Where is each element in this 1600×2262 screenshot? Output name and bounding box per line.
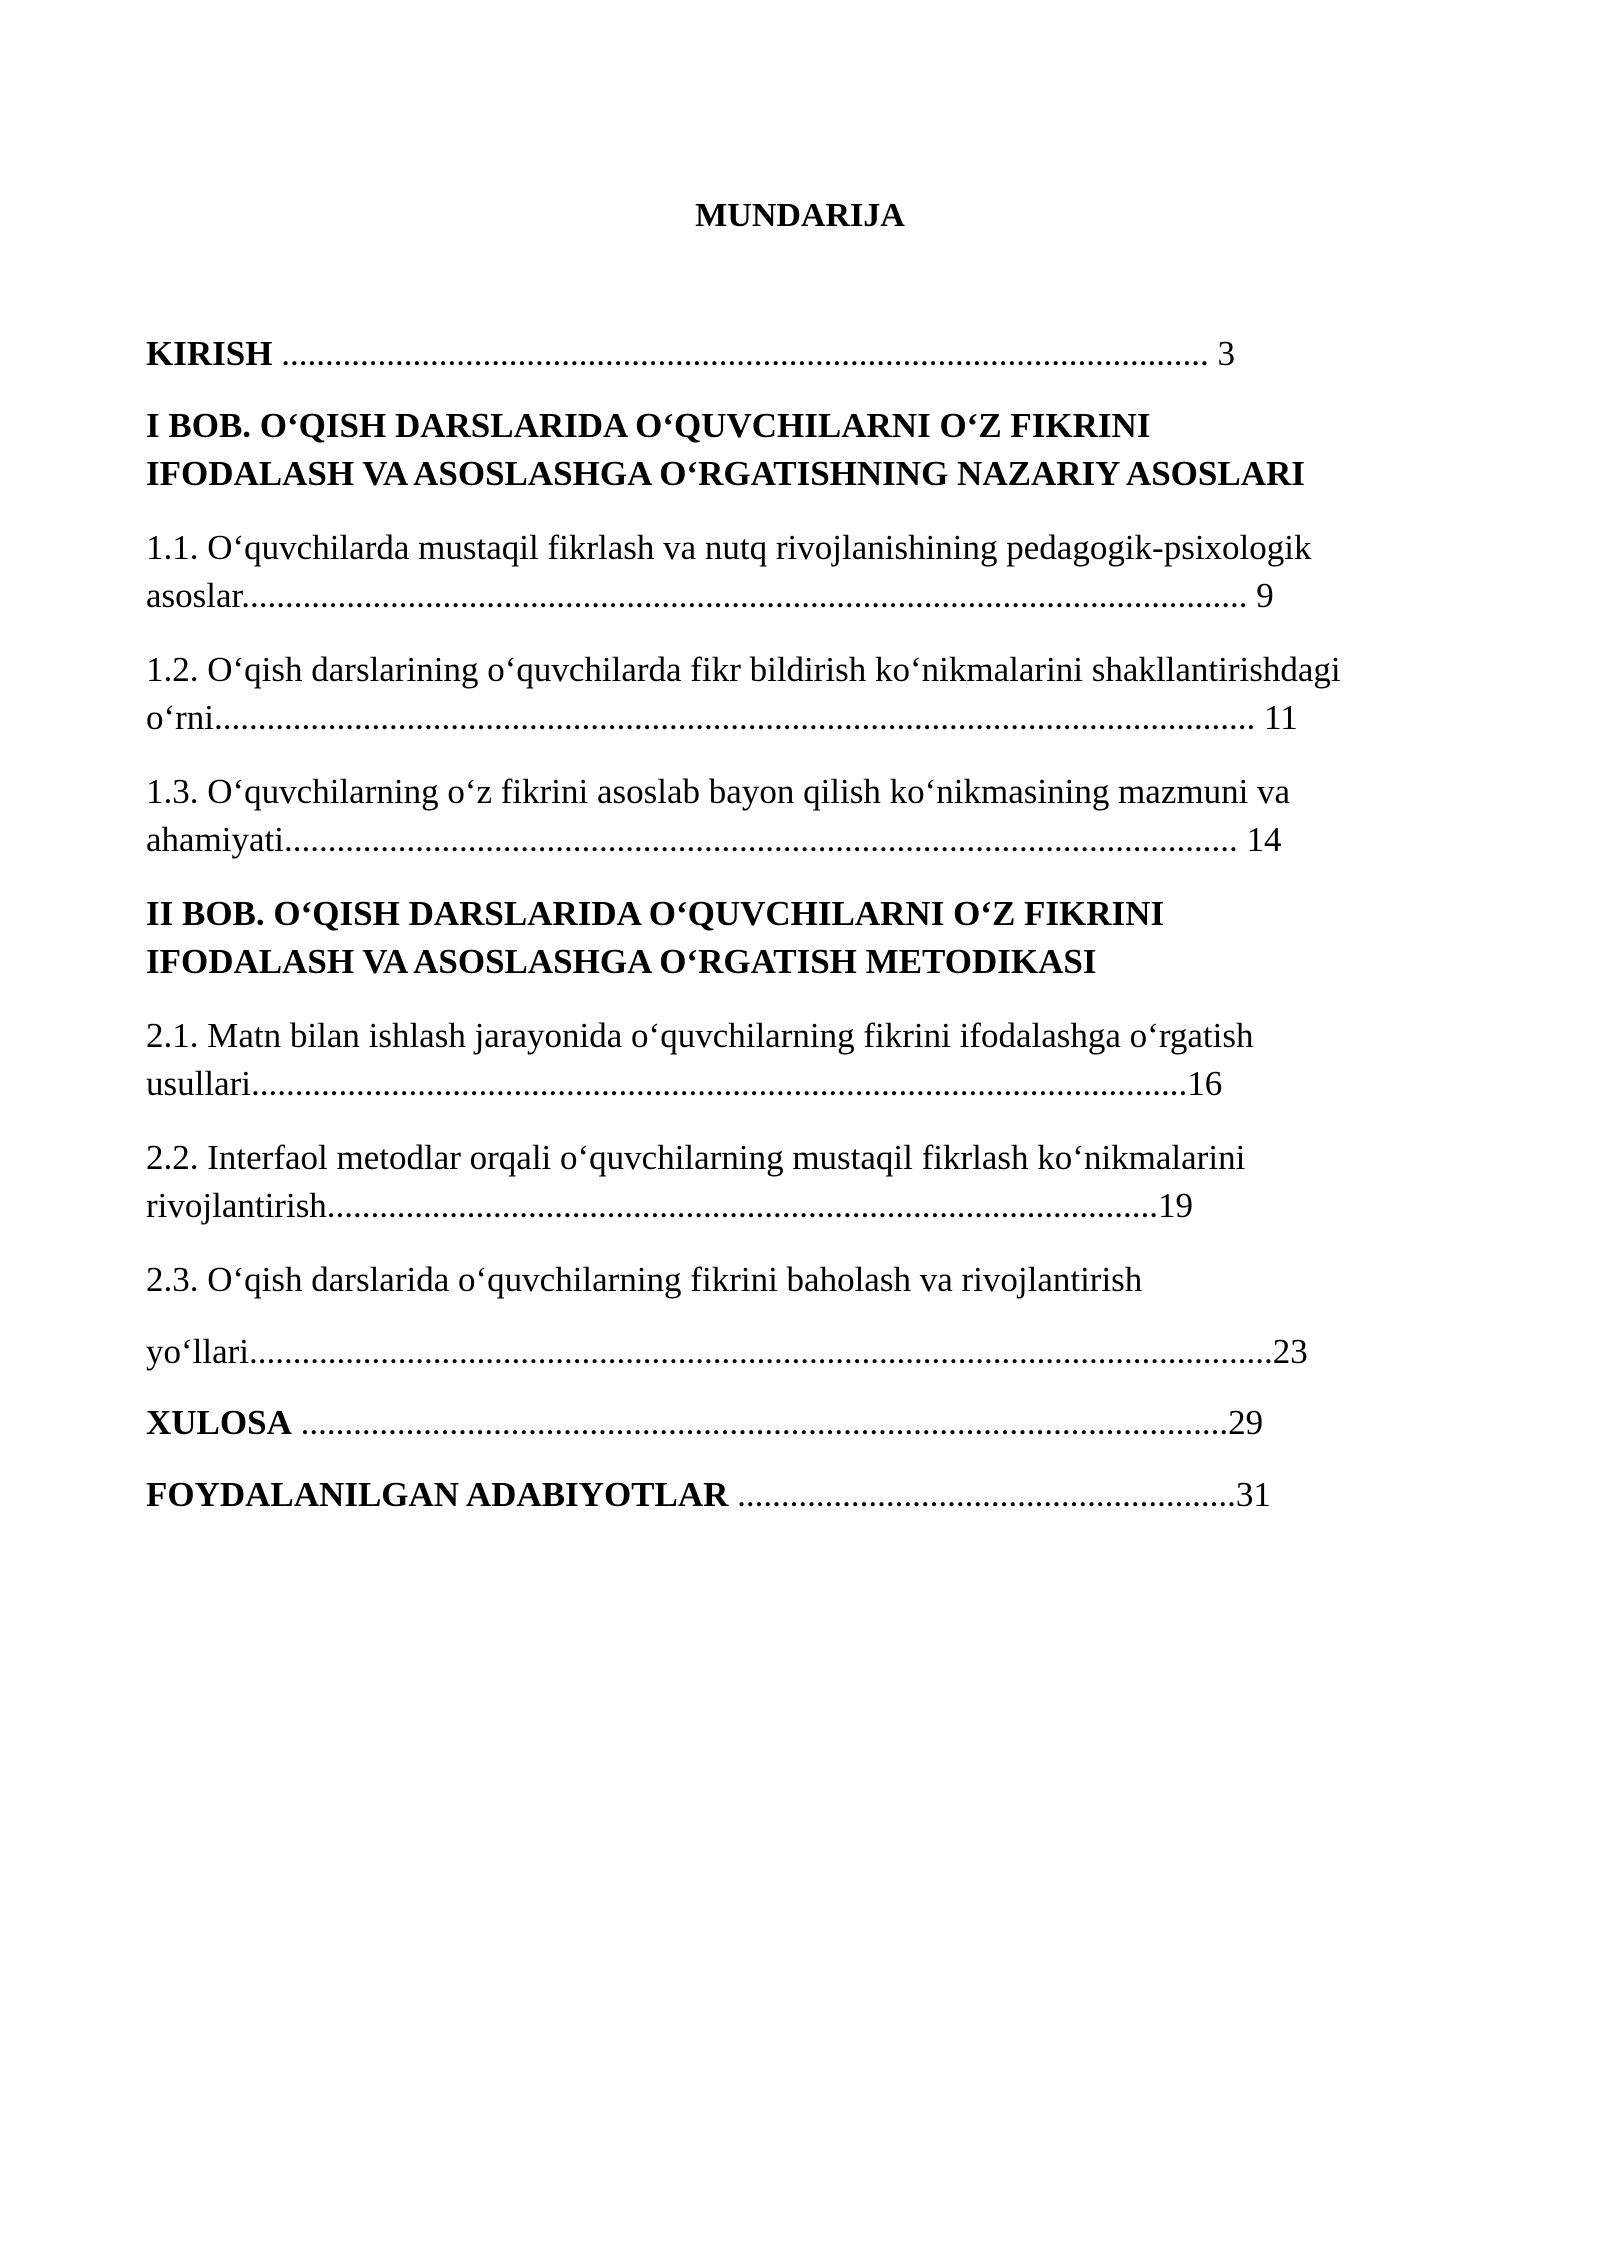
section-title-line-2: ahamiyati............................................................................................................. 14: [146, 820, 1282, 859]
section-title-line-2: rivojlantirish...............................................................................................19: [146, 1186, 1194, 1225]
chapter-title-line-2: IFODALASH VA ASOSLASHGA O‘RGATISHNING NAZARIY ASOSLARI: [146, 454, 1305, 493]
section-title-line-1: 2.1. Matn bilan ishlash jarayonida o‘quvchilarning fikrini ifodalashga o‘rgatish: [146, 1016, 1254, 1055]
section-title-line-2: yo‘llari.....................................................................................................................23: [146, 1332, 1308, 1371]
toc-chapter-2[interactable]: [146, 890, 1164, 986]
section-title-line-1: 2.2. Interfaol metodlar orqali o‘quvchilarning mustaqil fikrlash ko‘nikmalarini: [146, 1138, 1246, 1177]
section-title-line-1: 1.2. O‘qish darslarining o‘quvchilarda fikr bildirish ko‘nikmalarini shakllantirishdagi: [146, 650, 1341, 689]
toc-section-2-1[interactable]: [146, 1012, 1253, 1108]
toc-section-2-2[interactable]: [146, 1134, 1245, 1230]
toc-chapter-1[interactable]: [146, 402, 1305, 498]
toc-page-number: 3: [1217, 334, 1235, 373]
toc-page-number: 31: [1235, 1475, 1271, 1514]
toc-leader-dots: ..........................................................................................................: [272, 334, 1218, 373]
toc-section-1-3[interactable]: [146, 768, 1290, 864]
toc-section-2-3[interactable]: [146, 1256, 1308, 1376]
toc-entry-xulosa[interactable]: [146, 1399, 1263, 1447]
section-title-line-2: usullari...........................................................................................................16: [146, 1064, 1223, 1103]
section-title-line-1: 1.3. O‘quvchilarning o‘z fikrini asoslab bayon qilish ko‘nikmasining mazmuni va: [146, 772, 1291, 811]
toc-entry-label: KIRISH: [146, 334, 273, 373]
toc-entry-label: XULOSA: [146, 1403, 292, 1442]
toc-page-number: 29: [1228, 1403, 1264, 1442]
toc-leader-dots: .........................................................: [728, 1475, 1236, 1514]
toc-leader-dots: ..........................................................................................................: [291, 1403, 1229, 1442]
toc-entry-label: FOYDALANILGAN ADABIYOTLAR: [146, 1475, 729, 1514]
page-title: MUNDARIJA: [695, 197, 905, 234]
toc-entry-kirish[interactable]: [146, 330, 1235, 378]
chapter-title-line-1: I BOB. O‘QISH DARSLARIDA O‘QUVCHILARNI O‘Z FIKRINI: [146, 406, 1151, 445]
chapter-title-line-1: II BOB. O‘QISH DARSLARIDA O‘QUVCHILARNI O‘Z FIKRINI: [146, 894, 1165, 933]
section-title-line-2: asoslar................................................................................................................... 9: [146, 576, 1274, 615]
toc-entry-references[interactable]: [146, 1471, 1271, 1519]
section-title-line-1: 1.1. O‘quvchilarda mustaqil fikrlash va nutq rivojlanishining pedagogik-psixologik: [146, 528, 1312, 567]
section-title-line-1: 2.3. O‘qish darslarida o‘quvchilarning fikrini baholash va rivojlantirish: [146, 1260, 1143, 1299]
chapter-title-line-2: IFODALASH VA ASOSLASHGA O‘RGATISH METODIKASI: [146, 942, 1097, 981]
section-title-line-2: o‘rni....................................................................................................................... 11: [146, 698, 1298, 737]
toc-section-1-1[interactable]: [146, 524, 1312, 620]
toc-section-1-2[interactable]: [146, 646, 1341, 742]
